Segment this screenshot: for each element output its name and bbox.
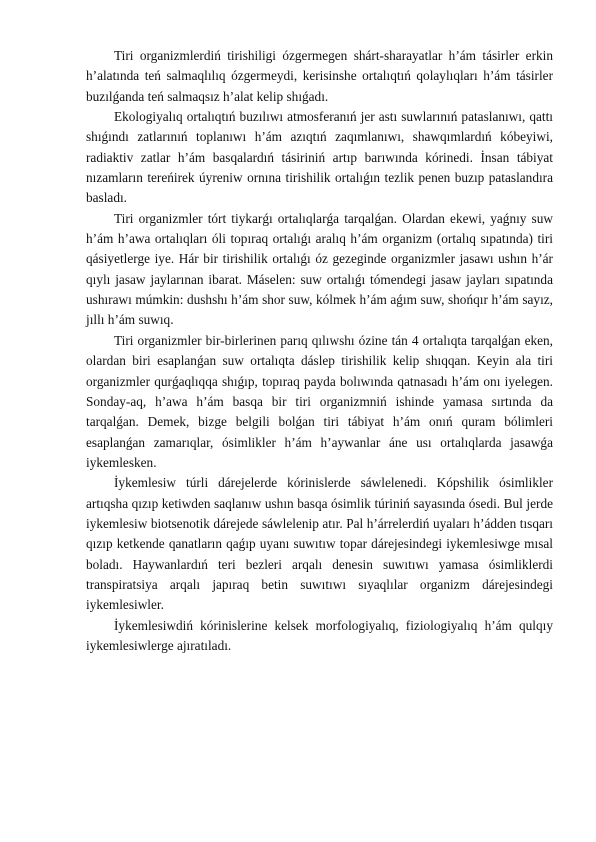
paragraph-2: Ekologiyalıq ortalıqtıń buzılıwı atmosferanıń jer astı suwlarınıń pataslanıwı, qattı shıǵındı zatlarınıń toplanıwı h’ám azıqtıń zaqımlanıwı, shawqımlardıń kóbeyiwi, radiaktiv zatlar h’ám basqalardıń tásiriniń artıp barıwında kórinedi. İnsan tábiyat nızamların tereńirek úyreniw ornına tirishilik ortalıǵın tezlik penen buzıp pataslandıra basladı. (86, 109, 553, 206)
paragraph-4: Tiri organizmler bir-birlerinen parıq qılıwshı ózine tán 4 ortalıqta tarqalǵan eken, olardan biri esaplanǵan suw ortalıqta dáslep tirishilik kelip shıqqan. Keyin ala tiri organizmler qurǵaqlıqqa shıǵıp, topıraq payda bolıwında qatnasadı h’ám onı iyelegen. Sonday-aq, h’awa h’ám basqa bir tiri organizmniń ishinde yamasa sırtında da tarqalǵan. Demek, bizge belgili bolǵan tiri tábiyat h’ám onıń quram bólimleri esaplanǵan zamarıqlar, ósimlikler h’ám h’aywanlar áne usı ortalıqlarda jasawǵa iykemlesken. (86, 332, 553, 470)
paragraph-1: Tiri organizmlerdiń tirishiligi ózgermegen shárt-sharayatlar h’ám tásirler erkin h’alatında teń salmaqlılıq ózgermeydi, kerisinshe ortalıqtıń qolaylıqları h’ám tásirler buzılǵanda teń salmaqsız h’alat kelip shıǵadı. (86, 48, 553, 104)
paragraph-3: Tiri organizmler tórt tiykarǵı ortalıqlarǵa tarqalǵan. Olardan ekewi, yaǵnıy suw h’ám h’awa ortalıqları óli topıraq ortalıǵı aralıq h’ám organizm (ortalıq sıpatında) tiri qásiyetlerge iye. Hár bir tirishilik ortalıǵı óz gezeginde organizmler jasawı ushın h’ár qıylı jasaw jaylarınan ibarat. Máselen: suw ortalıǵı tómendegi jasaw jayları sıpatında ushırawı múmkin: dushshı h’ám shor suw, kólmek h’ám aǵım suw, shońqır h’ám sayız, jıllı h’ám suwıq. (86, 210, 553, 328)
document-page (86, 46, 553, 656)
paragraph-6: İykemlesiwdiń kórinislerine kelsek morfologiyalıq, fiziologiyalıq h’ám qulqıy iykemlesiwlerge ajıratıladı. (86, 617, 553, 653)
paragraph-5: İykemlesiw túrli dárejelerde kórinislerde sáwlelenedi. Kópshilik ósimlikler artıqsha qızıp ketiwden saqlanıw ushın basqa ósimlik túriniń sayasında ósedi. Bul jerde iykemlesiw biotsenotik dárejede sáwlelenip atır. Pal h’árrelerdiń uyaları h’ádden tısqarı qızıp ketkende qanatların qaǵıp uyanı suwıtıw topar dárejesindegi iykemlesiwge mısal boladı. Haywanlardıń teri bezleri arqalı denesin suwıtıwı yamasa ósimliklerdi transpiratsiya arqalı japıraq betin suwıtıwı sıyaqlılar organizm dárejesindegi iykemlesiwler. (86, 475, 553, 613)
